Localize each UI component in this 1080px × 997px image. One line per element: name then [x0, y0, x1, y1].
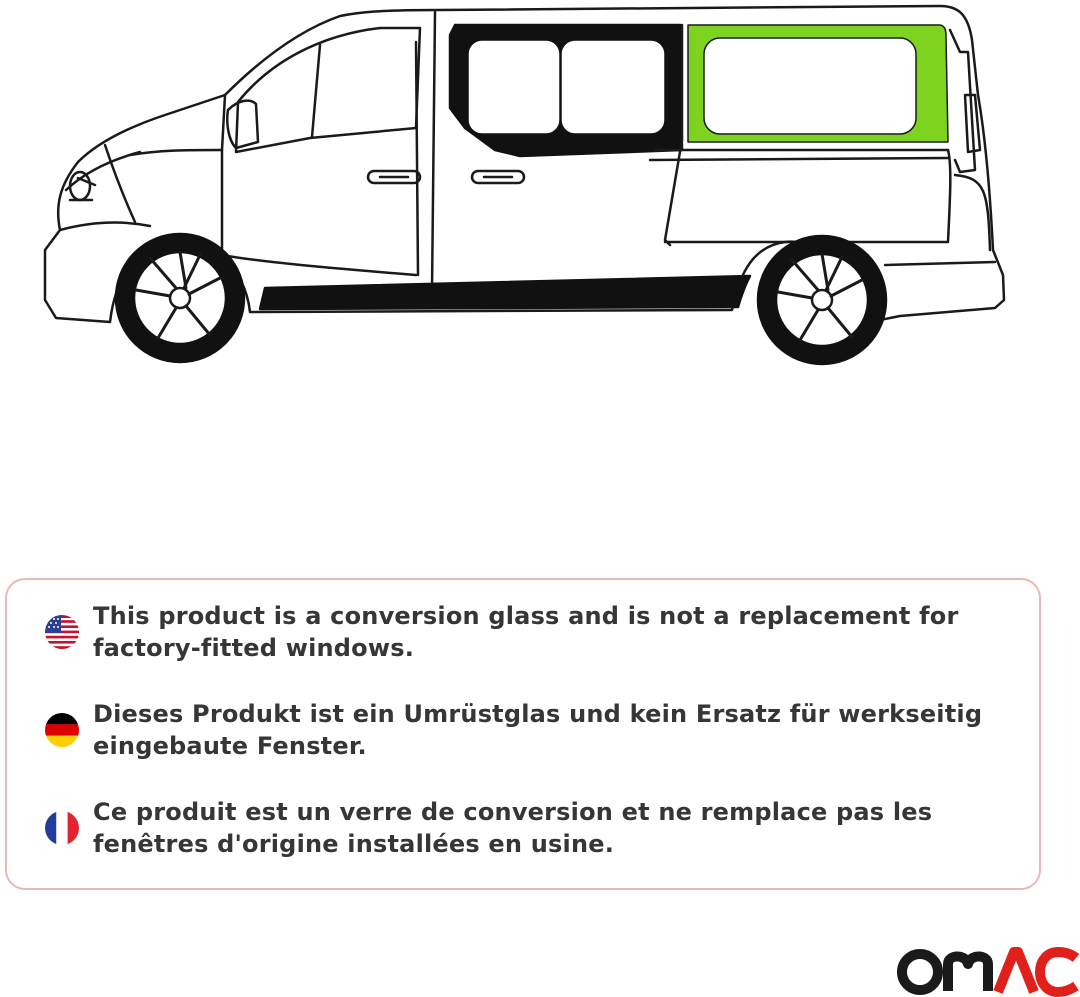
us-flag-icon: [45, 615, 79, 649]
germany-flag-icon: [45, 713, 79, 747]
side-skirt: [260, 276, 750, 309]
notice-text-fr: Ce produit est un verre de conversion et ne remplace pas les fenêtres d'origine installées en usine.: [93, 798, 933, 858]
notice-english: [45, 600, 1019, 664]
notice-text-en: This product is a conversion glass and is not a replacement for factory-fitted windows.: [93, 602, 959, 662]
france-flag-icon: [45, 811, 79, 845]
notice-box: [5, 578, 1041, 890]
rear-wheel: [758, 236, 886, 364]
notice-german: [45, 698, 1019, 762]
notice-text-de: Dieses Produkt ist ein Umrüstglas und kein Ersatz für werkseitig eingebaute Fenster.: [93, 700, 983, 760]
front-wheel: [116, 234, 244, 362]
front-door-window: [236, 28, 420, 152]
notice-french: [45, 796, 1019, 860]
omac-logo: [896, 944, 1080, 997]
van-illustration: [0, 0, 1080, 380]
